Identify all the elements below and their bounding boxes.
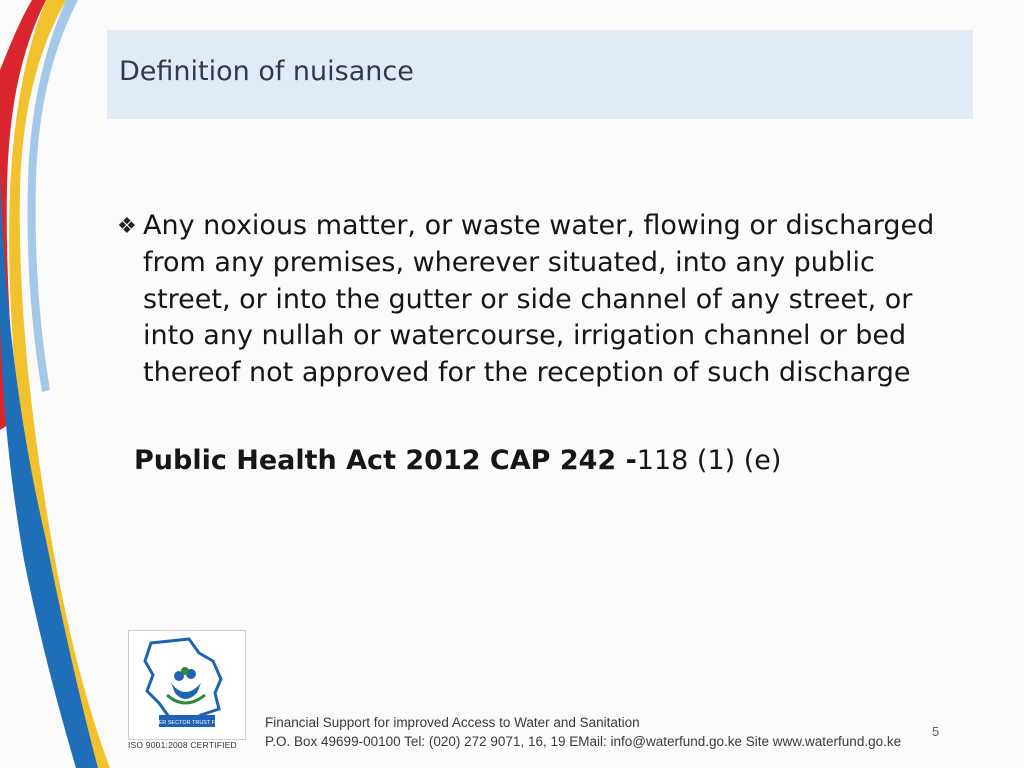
title-bar [107,30,973,119]
water-sector-trust-fund-logo-icon [129,631,245,739]
logo-caption: ISO 9001:2008 CERTIFIED [128,740,237,750]
slide-number: 5 [932,724,940,739]
footer-tagline: Financial Support for improved Access to Water and Sanitation [265,715,640,730]
logo [128,630,246,740]
slide-title: Definition of nuisance [119,56,414,87]
citation-section: 118 (1) (e) [636,445,782,476]
footer-contact: P.O. Box 49699-00100 Tel: (020) 272 9071, 16, 19 EMail: info@waterfund.go.ke Site www.waterfund.go.ke [265,734,902,749]
citation [134,445,781,476]
logo-label: WATER SECTOR TRUST FUND [146,720,228,726]
citation-act: Public Health Act 2012 CAP 242 - [134,445,637,476]
bullet-text: Any noxious matter, or waste water, flowing or discharged from any premises, wherever situated, into any public street, or into the gutter or side channel of any street, or into any nullah or watercourse, irrigation channel or bed thereof not approved for the reception of such discharge [143,210,935,389]
diamond-bullet-icon: ❖ [117,214,137,239]
bullet-item [117,208,957,392]
